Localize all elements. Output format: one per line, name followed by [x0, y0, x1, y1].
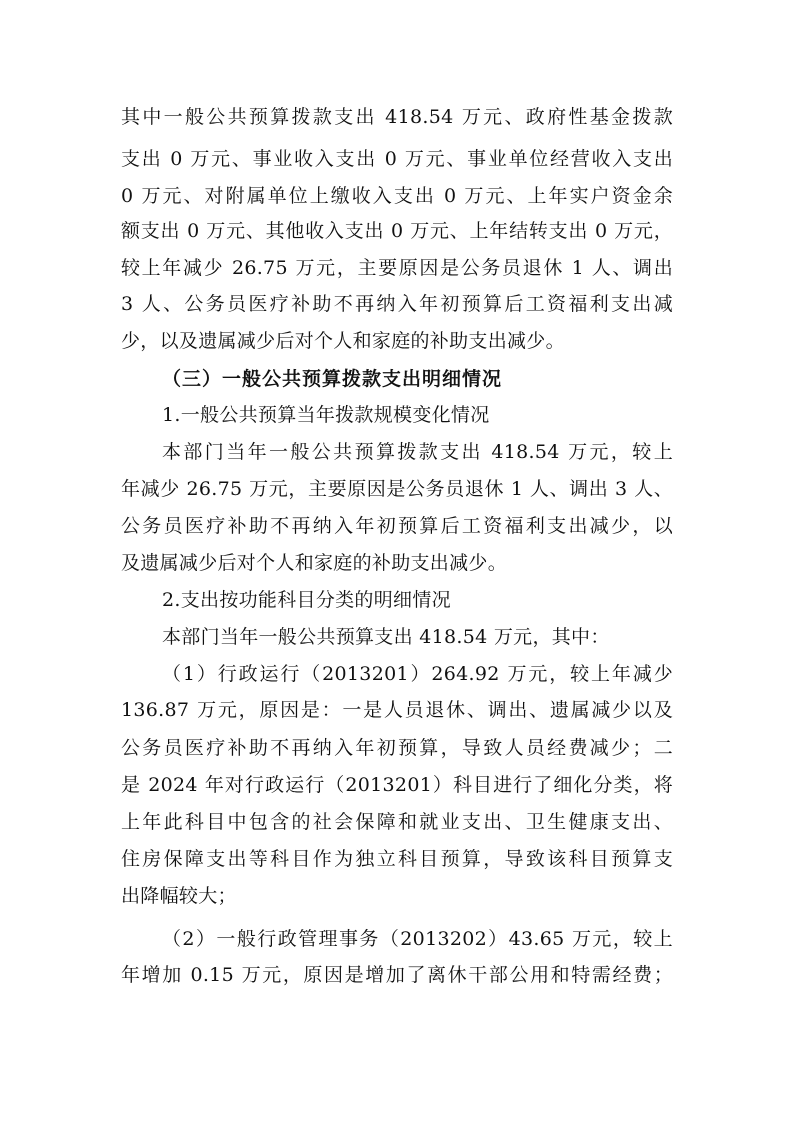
body-text-line: 年减少 26.75 万元，主要原因是公务员退休 1 人、调出 3 人、 [121, 478, 673, 500]
body-text-line: 公务员医疗补助不再纳入年初预算后工资福利支出减少，以 [121, 515, 673, 537]
body-text-line: 本部门当年一般公共预算支出 418.54 万元，其中： [162, 626, 610, 648]
body-text-line: （2）一般行政管理事务（2013202）43.65 万元，较上 [162, 928, 673, 950]
subsection-title: 1.一般公共预算当年拨款规模变化情况 [162, 404, 490, 426]
body-text-line: 公务员医疗补助不再纳入年初预算，导致人员经费减少；二 [121, 737, 673, 759]
body-text-line: 本部门当年一般公共预算拨款支出 418.54 万元，较上 [162, 441, 673, 463]
body-text-line: 出降幅较大； [121, 885, 237, 907]
body-text-line: （1）行政运行（2013201）264.92 万元，较上年减少 [162, 663, 673, 685]
body-text-line: 其中一般公共预算拨款支出 418.54 万元、政府性基金拨款 [121, 106, 673, 128]
body-text-line: 年增加 0.15 万元，原因是增加了离休干部公用和特需经费； [121, 964, 673, 986]
subsection-title: 2.支出按功能科目分类的明细情况 [162, 589, 451, 611]
body-text-line: 3 人、公务员医疗补助不再纳入年初预算后工资福利支出减 [121, 293, 673, 315]
body-text-line: 0 万元、对附属单位上缴收入支出 0 万元、上年实户资金余 [121, 185, 673, 207]
body-text-line: 住房保障支出等科目作为独立科目预算，导致该科目预算支 [121, 848, 673, 870]
body-text-line: 少，以及遗属减少后对个人和家庭的补助支出减少。 [121, 330, 565, 352]
body-text-line: 支出 0 万元、事业收入支出 0 万元、事业单位经营收入支出 [121, 148, 673, 170]
body-text-line: 136.87 万元，原因是：一是人员退休、调出、遗属减少以及 [121, 699, 673, 721]
body-text-line: 上年此科目中包含的社会保障和就业支出、卫生健康支出、 [121, 811, 673, 833]
body-text-line: 较上年减少 26.75 万元，主要原因是公务员退休 1 人、调出 [121, 257, 673, 279]
body-text-line: 及遗属减少后对个人和家庭的补助支出减少。 [121, 552, 508, 574]
section-heading: （三）一般公共预算拨款支出明细情况 [162, 368, 503, 390]
body-text-line: 额支出 0 万元、其他收入支出 0 万元、上年结转支出 0 万元， [121, 220, 673, 242]
body-text-line: 是 2024 年对行政运行（2013201）科目进行了细化分类，将 [121, 774, 673, 796]
